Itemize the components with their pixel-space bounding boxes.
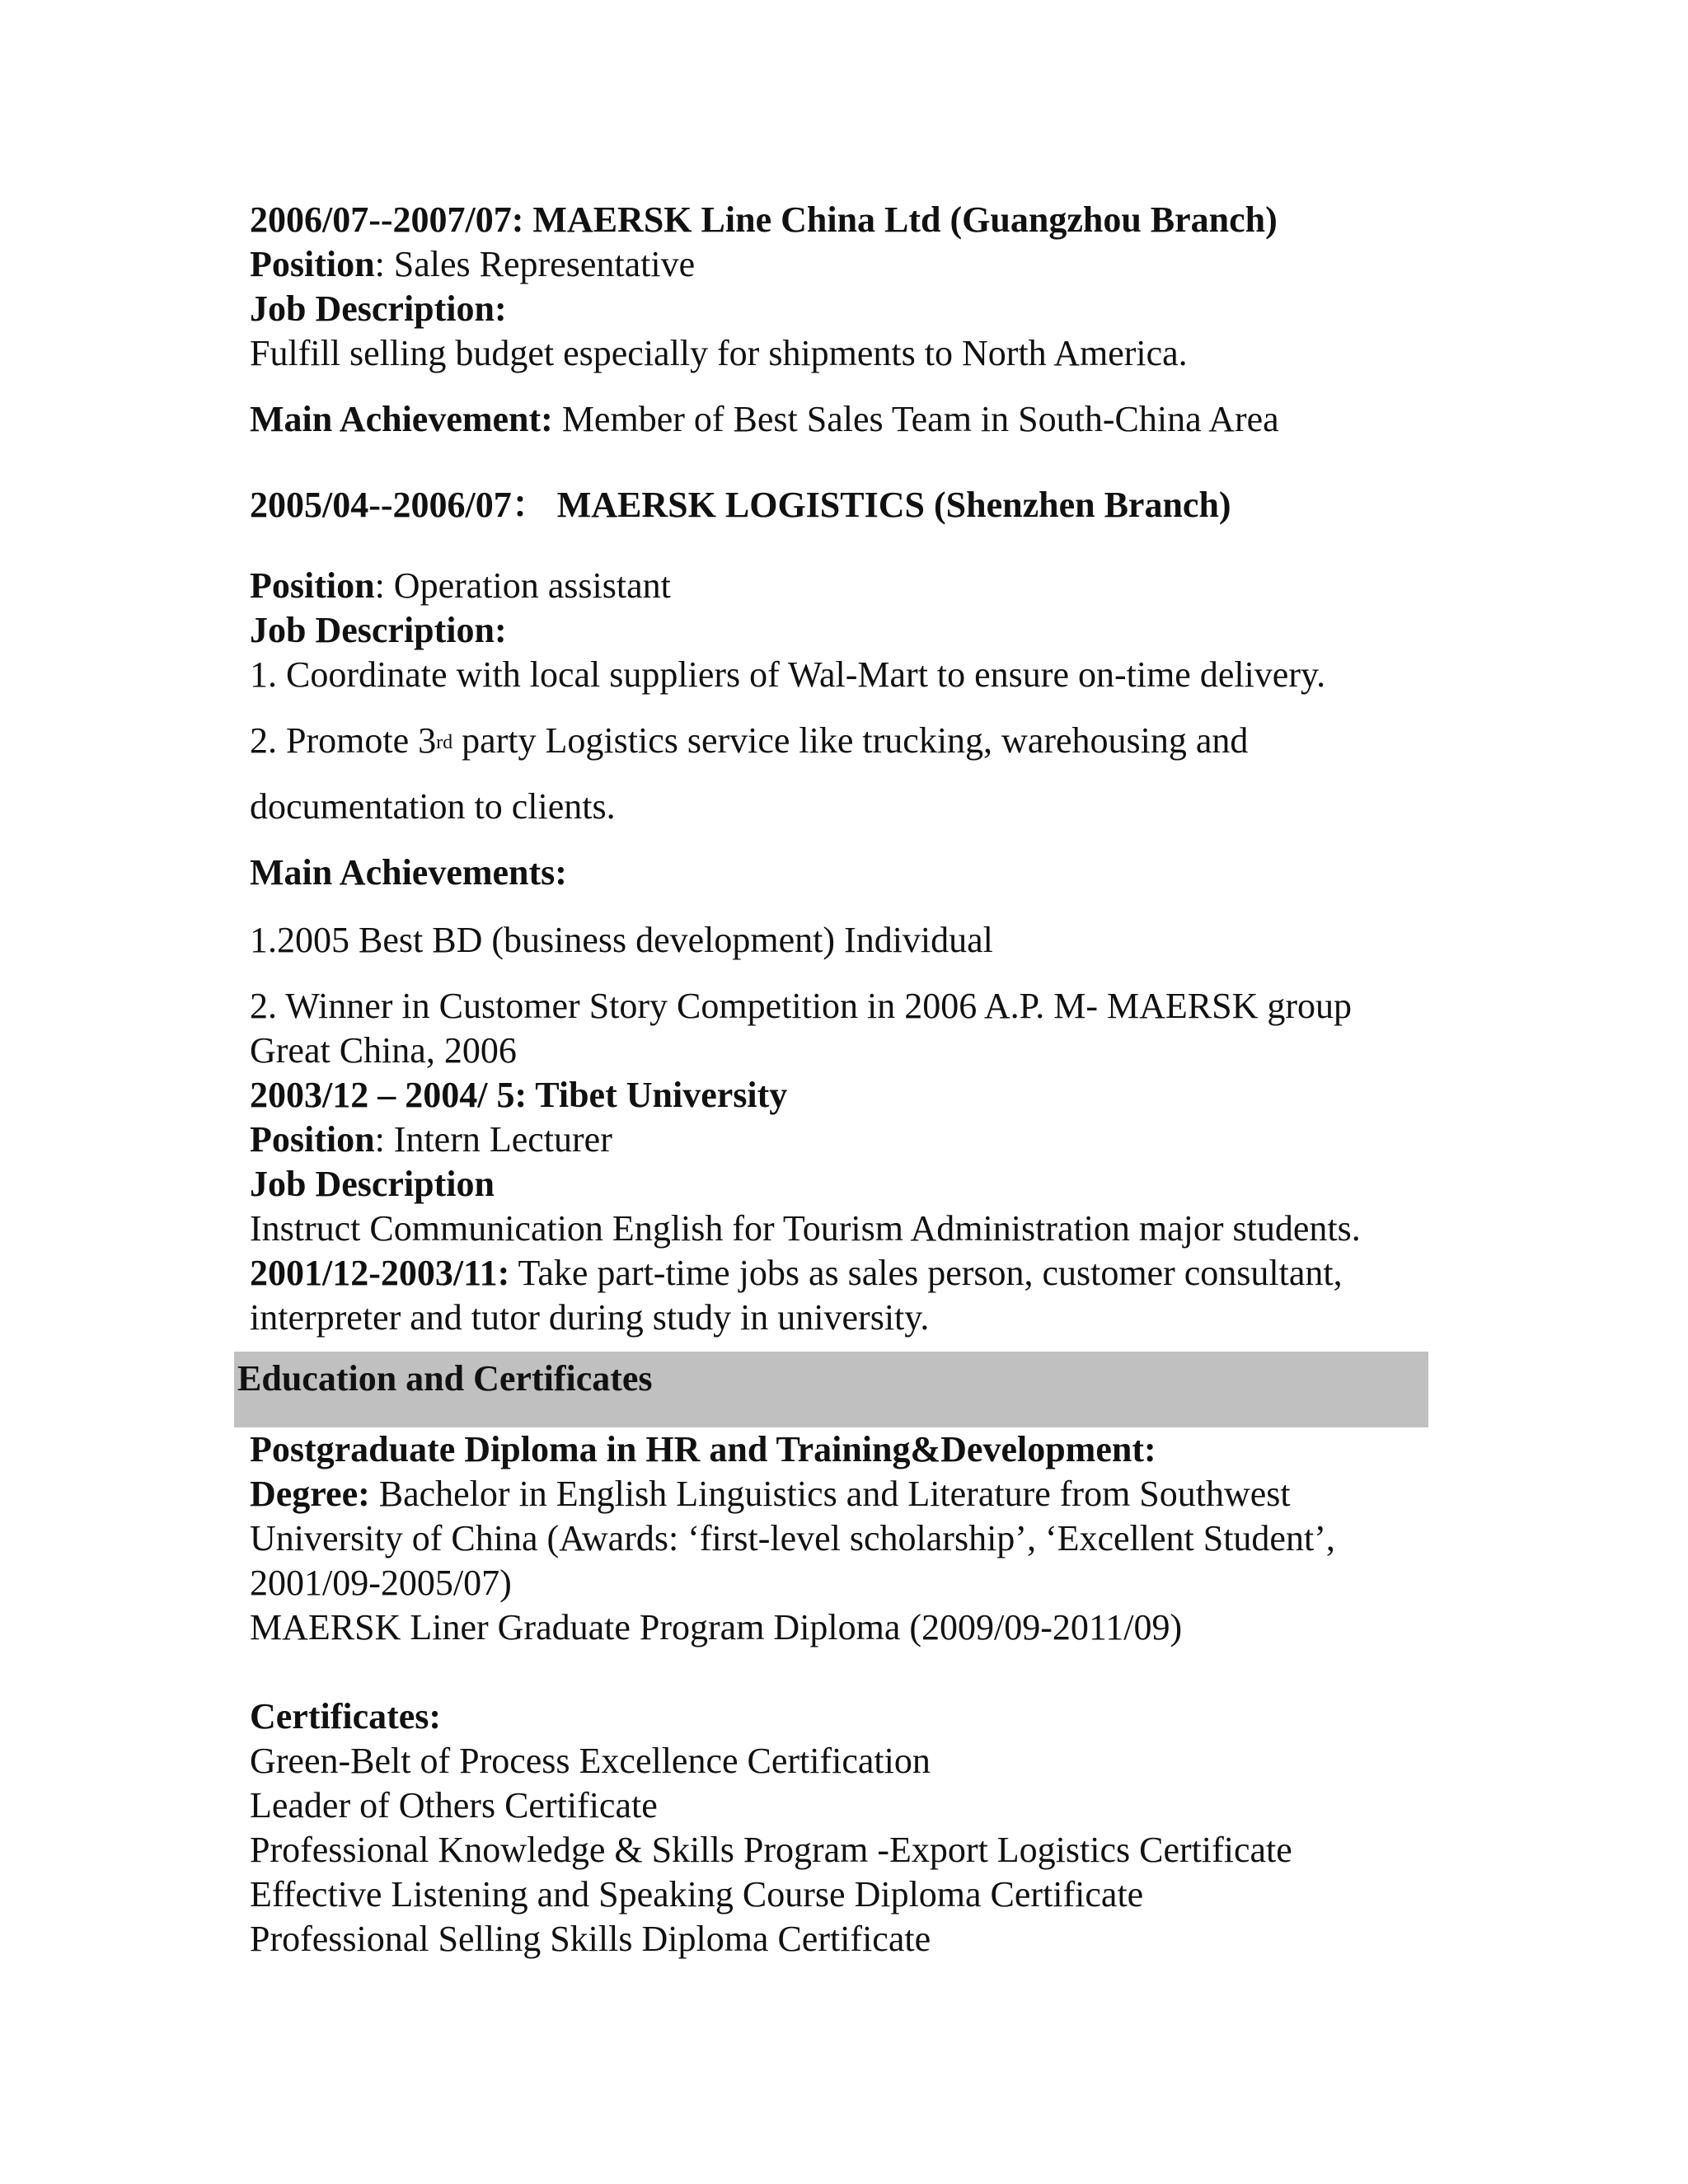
certificate-item: Effective Listening and Speaking Course Diploma Certificate: [250, 1874, 1144, 1915]
desc-post: party Logistics service like trucking, warehousing and: [452, 720, 1249, 761]
degree-line1: [250, 1472, 1291, 1516]
position-label: Position: [250, 1119, 375, 1160]
parttime-text: Take part-time jobs as sales person, customer consultant,: [509, 1253, 1343, 1293]
job2-achievements-label: Main Achievements:: [250, 852, 567, 893]
postgrad-diploma: Postgraduate Diploma in HR and Training&Development:: [250, 1429, 1156, 1469]
job3-position: [250, 1118, 612, 1162]
job2-position: [250, 564, 671, 608]
achievement-value: Member of Best Sales Team in South-China Area: [552, 399, 1279, 439]
job3-desc-label: Job Description: [250, 1164, 495, 1204]
liner-diploma: MAERSK Liner Graduate Program Diploma (2009/09-2011/09): [250, 1607, 1183, 1647]
certificate-item: Green-Belt of Process Excellence Certification: [250, 1741, 931, 1781]
job1-heading: 2006/07--2007/07: MAERSK Line China Ltd (Guangzhou Branch): [250, 199, 1278, 240]
position-value: : Intern Lecturer: [374, 1119, 612, 1160]
job2-achievement-2-line2: Great China, 2006: [250, 1030, 517, 1071]
parttime-period: 2001/12-2003/11:: [250, 1253, 510, 1293]
certificate-item: Professional Knowledge & Skills Program -Export Logistics Certificate: [250, 1830, 1292, 1870]
job3-heading: 2003/12 – 2004/ 5: Tibet University: [250, 1075, 788, 1115]
job2-heading: 2005/04--2006/07： MAERSK LOGISTICS (Shenzhen Branch): [250, 485, 1231, 525]
degree-line2: University of China (Awards: ‘first-level scholarship’, ‘Excellent Student’,: [250, 1518, 1335, 1558]
degree-value: Bachelor in English Linguistics and Literature from Southwest: [369, 1474, 1291, 1514]
achievement-label: Main Achievement:: [250, 399, 553, 439]
job2-achievement-1: 1.2005 Best BD (business development) Individual: [250, 920, 993, 960]
certificate-item: Professional Selling Skills Diploma Certificate: [250, 1919, 931, 1959]
position-value: : Sales Representative: [374, 244, 696, 284]
job2-desc-line3: documentation to clients.: [250, 786, 616, 827]
job3-desc-line1: Instruct Communication English for Tourism Administration major students.: [250, 1208, 1361, 1249]
certificate-item: Leader of Others Certificate: [250, 1785, 658, 1825]
job2-desc-line1: 1. Coordinate with local suppliers of Wal-Mart to ensure on-time delivery.: [250, 654, 1326, 695]
position-label: Position: [250, 565, 375, 606]
job1-position: [250, 242, 695, 287]
job2-desc-line2: [250, 719, 1248, 763]
parttime-line2: interpreter and tutor during study in university.: [250, 1297, 930, 1338]
ordinal-suffix: rd: [436, 732, 453, 753]
job1-desc-label: Job Description:: [250, 288, 507, 329]
position-value: : Operation assistant: [374, 565, 671, 606]
job2-desc-label: Job Description:: [250, 610, 507, 650]
degree-line3: 2001/09-2005/07): [250, 1563, 512, 1603]
job1-achievement: [250, 397, 1279, 442]
job2-achievement-2-line1: 2. Winner in Customer Story Competition in 2006 A.P. M- MAERSK group: [250, 986, 1353, 1026]
certificates-label: Certificates:: [250, 1696, 442, 1736]
parttime-line1: [250, 1251, 1343, 1296]
position-label: Position: [250, 244, 375, 284]
desc-pre: 2. Promote 3: [250, 720, 437, 761]
degree-label: Degree:: [250, 1474, 370, 1514]
education-section-title: Education and Certificates: [237, 1358, 653, 1399]
job1-desc-line: Fulfill selling budget especially for shipments to North America.: [250, 333, 1188, 373]
